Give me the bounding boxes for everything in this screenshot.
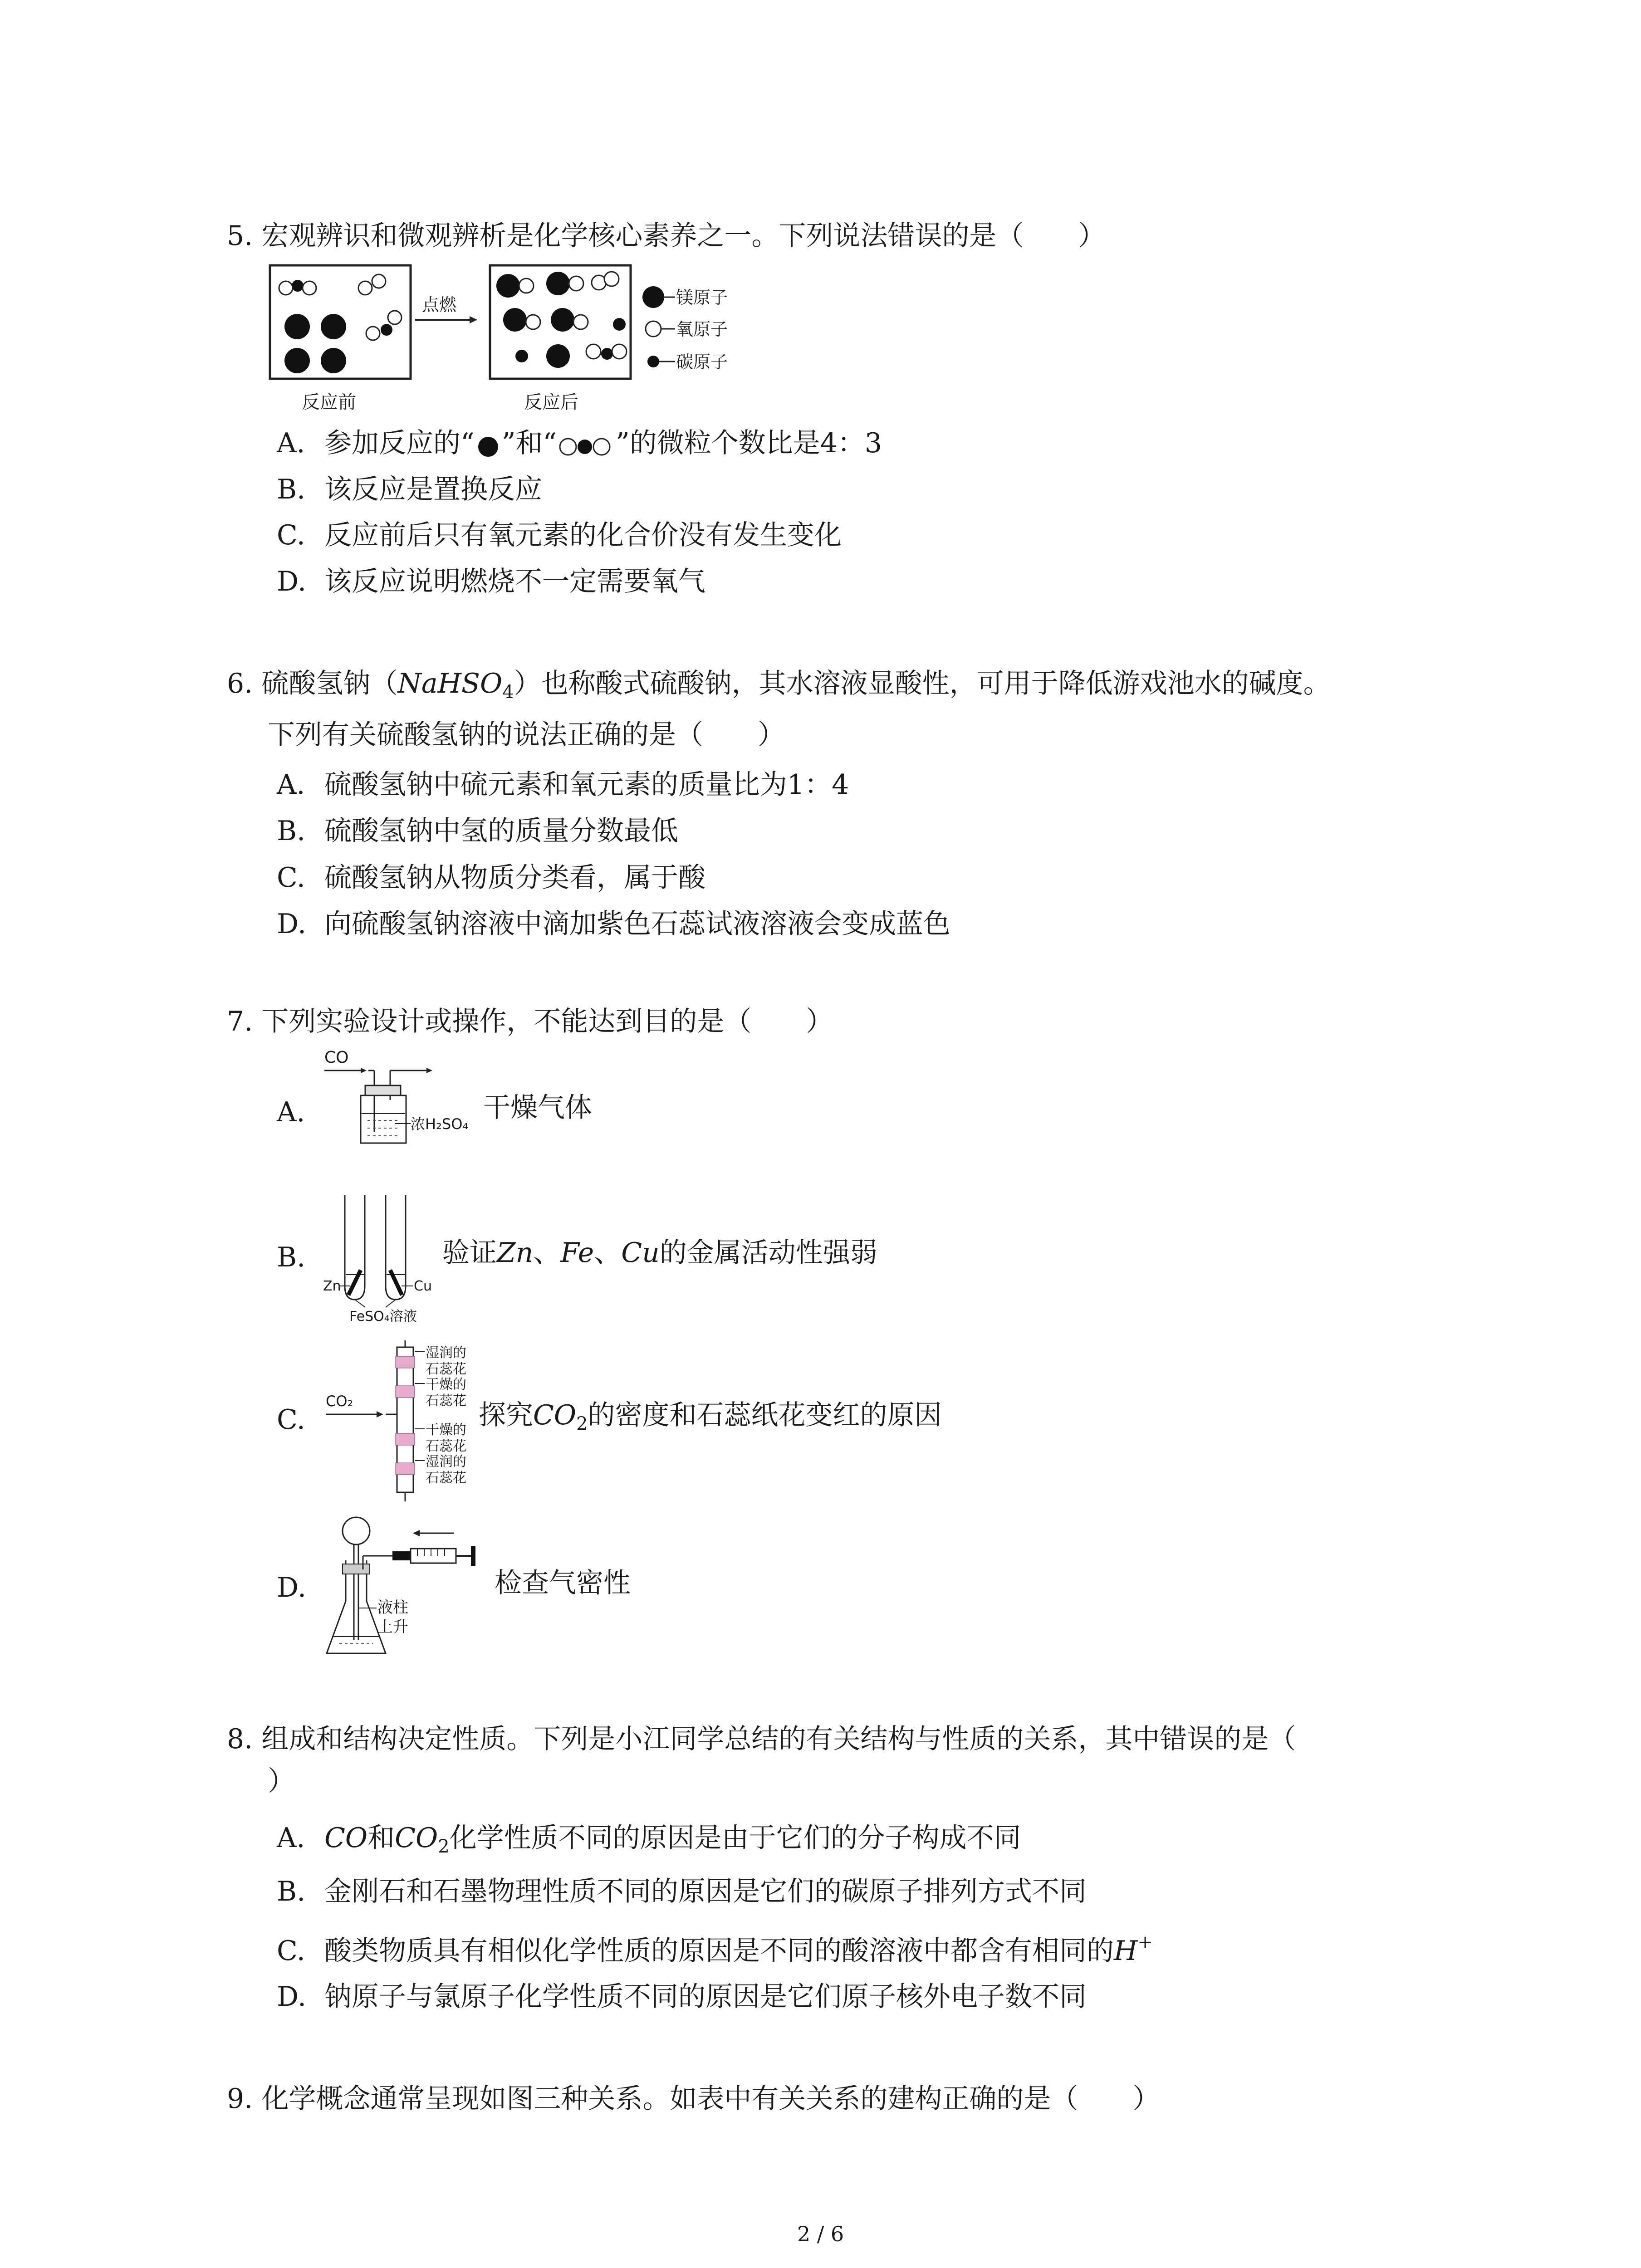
airtightness-check-figure [318,1510,499,1665]
legend-mg: 镁原子 [676,288,728,308]
q8-stem-line2: ） [268,1765,295,1797]
svg-text:干燥的: 干燥的 [426,1377,466,1393]
svg-text:石蕊花: 石蕊花 [426,1438,466,1454]
q5-option-b: B. 该反应是置换反应 [277,474,542,505]
q8-option-b: B. 金刚石和石墨物理性质不同的原因是它们的碳原子排列方式不同 [277,1876,1087,1907]
q9-stem: 9. 化学概念通常呈现如图三种关系。如表中有关关系的建构正确的是（ ） [227,2083,1160,2115]
svg-text:Cu: Cu [414,1278,432,1294]
legend-c: 碳原子 [676,352,728,372]
svg-text:湿润的: 湿润的 [426,1454,466,1470]
q8-stem: 8. 组成和结构决定性质。下列是小江同学总结的有关结构与性质的关系，其中错误的是（ [227,1723,1296,1755]
svg-text:湿润的: 湿润的 [426,1345,466,1361]
svg-text:上升: 上升 [377,1618,408,1636]
svg-text:CO₂: CO₂ [326,1393,353,1410]
co2-molecule-icon [557,431,616,459]
q6-option-c: C. 硫酸氢钠从物质分类看，属于酸 [277,862,705,894]
co2-litmus-column-figure [318,1338,490,1506]
svg-text:石蕊花: 石蕊花 [426,1361,466,1377]
svg-text:液柱: 液柱 [377,1598,408,1617]
q5-before-label: 反应前 [302,392,356,413]
metal-activity-tubes-figure [318,1188,445,1325]
q7-stem: 7. 下列实验设计或操作，不能达到目的是（ ） [227,1006,833,1037]
svg-text:石蕊花: 石蕊花 [426,1470,466,1486]
q7-option-c-label: C. [277,1404,305,1436]
q8-option-a: A. CO和$CO_2$化学性质不同的原因是由于它们的分子构成不同 [277,1822,1021,1857]
q7-option-c-text: 探究$CO_2$的密度和石蕊纸花变红的原因 [479,1399,942,1434]
q8-option-c: C. 酸类物质具有相似化学性质的原因是不同的酸溶液中都含有相同的H+ [277,1932,1153,1967]
q5-stem: 5. 宏观辨识和微观辨析是化学核心素养之一。下列说法错误的是（ ） [227,220,1106,252]
svg-text:CO: CO [324,1048,349,1067]
svg-text:干燥的: 干燥的 [426,1422,466,1438]
q5-option-a: A. 参加反应的“ ”和“ ”的微粒个数比是4：3 [277,427,882,459]
q8-option-d: D. 钠原子与氯原子化学性质不同的原因是它们原子核外电子数不同 [277,1981,1087,2013]
svg-text:浓H₂SO₄: 浓H₂SO₄ [411,1115,469,1133]
legend-o: 氧原子 [676,319,728,339]
q5-option-d: D. 该反应说明燃烧不一定需要氧气 [277,566,705,597]
page-number: 2 / 6 [797,2222,844,2246]
q7-option-a-label: A. [277,1096,305,1128]
q6-option-a: A. 硫酸氢钠中硫元素和氧元素的质量比为1：4 [277,769,849,801]
svg-text:FeSO₄溶液: FeSO₄溶液 [349,1309,417,1325]
q5-after-label: 反应后 [524,392,578,413]
q6-option-b: B. 硫酸氢钠中氢的质量分数最低 [277,815,678,847]
gas-drying-bottle-figure [318,1046,472,1150]
q7-option-a-text: 干燥气体 [483,1092,592,1124]
q5-option-c: C. 反应前后只有氧元素的化合价没有发生变化 [277,519,842,551]
q7-option-d-label: D. [277,1572,307,1603]
q7-option-d-text: 检查气密性 [495,1567,631,1599]
q7-option-b-text: 验证Zn、Fe、Cu的金属活动性强弱 [442,1237,877,1269]
q6-option-d: D. 向硫酸氢钠溶液中滴加紫色石蕊试液溶液会变成蓝色 [277,908,950,940]
q6-stem: 6. 硫酸氢钠（NaHSO$_4$）也称酸式硫酸钠，其水溶液显酸性，可用于降低游戏池水的碱度。 [227,668,1331,703]
svg-text:石蕊花: 石蕊花 [426,1393,466,1409]
q6-stem-line2: 下列有关硫酸氢钠的说法正确的是（ ） [268,719,785,751]
q5-reaction-figure [268,261,767,424]
q5-arrow-label: 点燃 [422,295,457,315]
mg-atom-icon [475,431,502,459]
svg-text:Zn: Zn [323,1278,341,1294]
q7-option-b-label: B. [277,1242,306,1273]
